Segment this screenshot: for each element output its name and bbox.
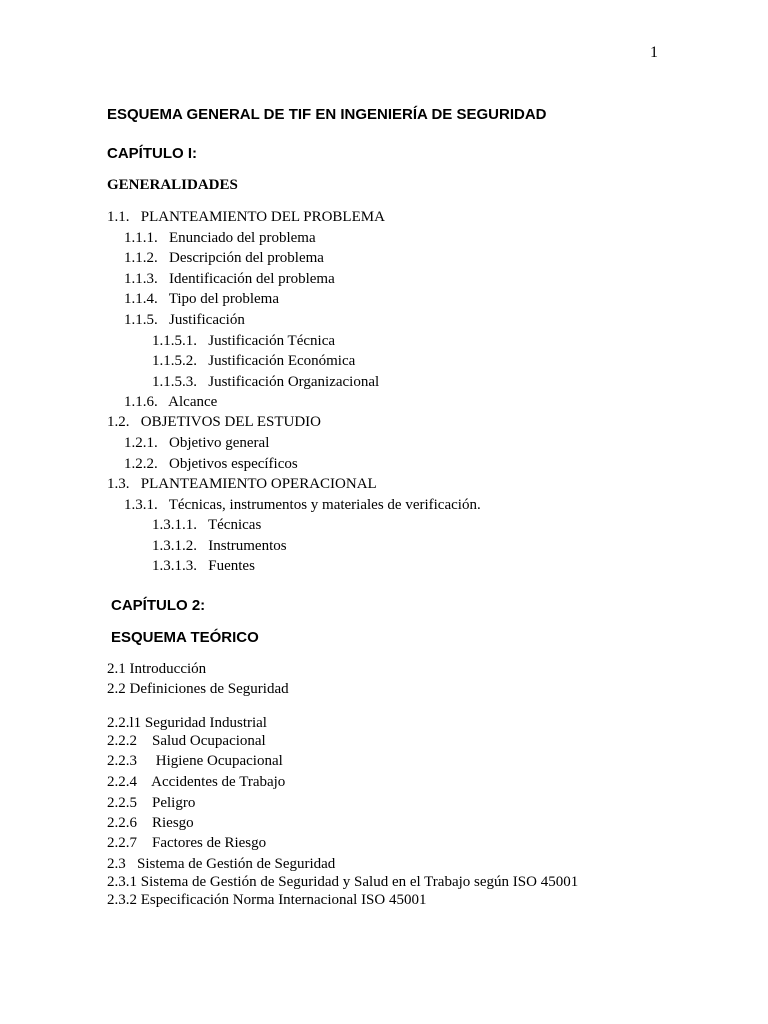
outline-item: 1.1.5.1. Justificación Técnica: [152, 333, 336, 349]
outline-item: 1.2.1. Objetivo general: [124, 435, 270, 451]
document-title: ESQUEMA GENERAL DE TIF EN INGENIERÍA DE SEGURIDAD: [107, 106, 547, 123]
chapter-1-section-heading: GENERALIDADES: [107, 177, 238, 193]
outline-item: 1.1.2. Descripción del problema: [124, 250, 324, 266]
outline-item: 1.1.5.3. Justificación Organizacional: [152, 374, 380, 390]
outline-item: 1.3.1. Técnicas, instrumentos y materiales de verificación.: [124, 497, 481, 513]
outline-item: 1.1.5. Justificación: [124, 312, 245, 328]
page-number: 1: [650, 44, 658, 61]
outline-item: 2.2.l1 Seguridad Industrial: [107, 715, 267, 731]
outline-item: 2.2.3 Higiene Ocupacional: [107, 753, 283, 769]
outline-item: 1.1.6. Alcance: [124, 394, 218, 410]
outline-item: 1.1.5.2. Justificación Económica: [152, 353, 356, 369]
chapter-2-section-heading: ESQUEMA TEÓRICO: [111, 629, 259, 646]
outline-item: 2.2.5 Peligro: [107, 795, 196, 811]
outline-item: 2.1 Introducción: [107, 661, 207, 677]
outline-item: 1.3. PLANTEAMIENTO OPERACIONAL: [107, 476, 377, 492]
outline-item: 2.2.2 Salud Ocupacional: [107, 733, 266, 749]
outline-item: 1.2.2. Objetivos específicos: [124, 456, 298, 472]
outline-item: 1.2. OBJETIVOS DEL ESTUDIO: [107, 414, 322, 430]
outline-item: 2.3 Sistema de Gestión de Seguridad: [107, 856, 336, 872]
outline-item: 2.2.6 Riesgo: [107, 815, 194, 831]
outline-item: 1.1.4. Tipo del problema: [124, 291, 280, 307]
outline-item: 2.2 Definiciones de Seguridad: [107, 681, 289, 697]
outline-item: 1.1. PLANTEAMIENTO DEL PROBLEMA: [107, 209, 385, 225]
outline-item: 2.2.7 Factores de Riesgo: [107, 835, 267, 851]
outline-item: 2.3.1 Sistema de Gestión de Seguridad y Salud en el Trabajo según ISO 45001: [107, 874, 579, 890]
chapter-1-heading: CAPÍTULO I:: [107, 145, 197, 162]
outline-item: 2.3.2 Especificación Norma Internacional ISO 45001: [107, 892, 427, 908]
outline-item: 1.1.3. Identificación del problema: [124, 271, 335, 287]
outline-item: 2.2.4 Accidentes de Trabajo: [107, 774, 286, 790]
outline-item: 1.1.1. Enunciado del problema: [124, 230, 316, 246]
chapter-2-heading: CAPÍTULO 2:: [111, 597, 206, 614]
outline-item: 1.3.1.1. Técnicas: [152, 517, 262, 533]
outline-item: 1.3.1.2. Instrumentos: [152, 538, 287, 554]
outline-item: 1.3.1.3. Fuentes: [152, 558, 255, 574]
